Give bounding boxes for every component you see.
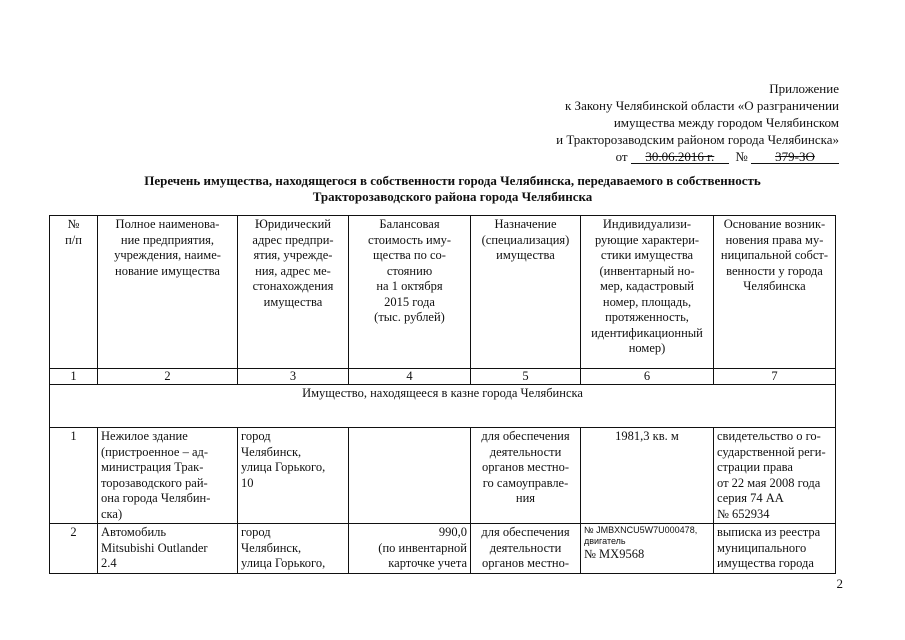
header-cell: Основание возник- новения права му- ниципальной собст- венности у города Челябинска [714, 216, 836, 369]
header-cell: Индивидуализи- рующие характери- стики имущества (инвентарный но- мер, кадастровый номер, площадь, протяженность, идентификационный номер) [581, 216, 714, 369]
table-row [50, 524, 836, 574]
document-title [60, 173, 845, 205]
row-characteristics: 1981,3 кв. м [581, 428, 714, 524]
row-value: 990,0 (по инвентарной карточке учета [349, 524, 471, 574]
law-date: 30.06.2016 г. [631, 150, 729, 164]
column-number: 6 [581, 369, 714, 385]
appendix-date-line [439, 148, 839, 165]
header-cell: Юридический адрес предпри- ятия, учрежде- ния, адрес ме- стонахождения имущества [238, 216, 349, 369]
row-value [349, 428, 471, 524]
section-title: Имущество, находящееся в казне города Челябинска [50, 385, 836, 428]
appendix-line-1: Приложение [769, 81, 839, 96]
appendix-block [439, 80, 839, 165]
row-basis: выписка из реестра муниципального имущества города [714, 524, 836, 574]
section-row [50, 385, 836, 428]
row-name: Нежилое здание (пристроенное – ад- министрация Трак- торозаводского рай- она города Челябин- ска) [98, 428, 238, 524]
row-purpose: для обеспечения деятельности органов местно- [471, 524, 581, 574]
row-address: город Челябинск, улица Горького, 10 [238, 428, 349, 524]
row-address: город Челябинск, улица Горького, [238, 524, 349, 574]
row-name: Автомобиль Mitsubishi Outlander 2.4 [98, 524, 238, 574]
column-number: 7 [714, 369, 836, 385]
column-number: 1 [50, 369, 98, 385]
header-cell: Назначение (специализация) имущества [471, 216, 581, 369]
row-characteristics [581, 524, 714, 574]
title-line-1: Перечень имущества, находящегося в собственности города Челябинска, передаваемого в собственность [144, 173, 761, 188]
column-number: 2 [98, 369, 238, 385]
row-number: 2 [50, 524, 98, 574]
header-cell: Балансовая стоимость иму- щества по со- стоянию на 1 октября 2015 года (тыс. рублей) [349, 216, 471, 369]
vin-text: № JMBXNCU5W7U000478, двигатель [584, 525, 698, 546]
table-header-row [50, 216, 836, 369]
appendix-line-4: и Тракторозаводским районом города Челябинска» [556, 132, 839, 147]
table-row [50, 428, 836, 524]
law-number: 379-ЗО [751, 150, 839, 164]
row-basis: свидетельство о го- сударственной реги- страции права от 22 мая 2008 года серия 74 АА № 652934 [714, 428, 836, 524]
row-number: 1 [50, 428, 98, 524]
row-purpose: для обеспечения деятельности органов местно- го самоуправле- ния [471, 428, 581, 524]
number-label: № [735, 149, 748, 164]
engine-number: № MX9568 [584, 547, 645, 561]
title-line-2: Тракторозаводского района города Челябинска [312, 189, 593, 204]
from-label: от [615, 149, 628, 164]
appendix-line-2: к Закону Челябинской области «О разграничении [564, 98, 839, 113]
column-number: 5 [471, 369, 581, 385]
column-number: 4 [349, 369, 471, 385]
page-number: 2 [836, 576, 843, 591]
header-cell: № п/п [50, 216, 98, 369]
column-number-row [50, 369, 836, 385]
header-cell: Полное наименова- ние предприятия, учреждения, наиме- нование имущества [98, 216, 238, 369]
appendix-line-3: имущества между городом Челябинском [613, 115, 839, 130]
property-table [49, 215, 836, 574]
column-number: 3 [238, 369, 349, 385]
